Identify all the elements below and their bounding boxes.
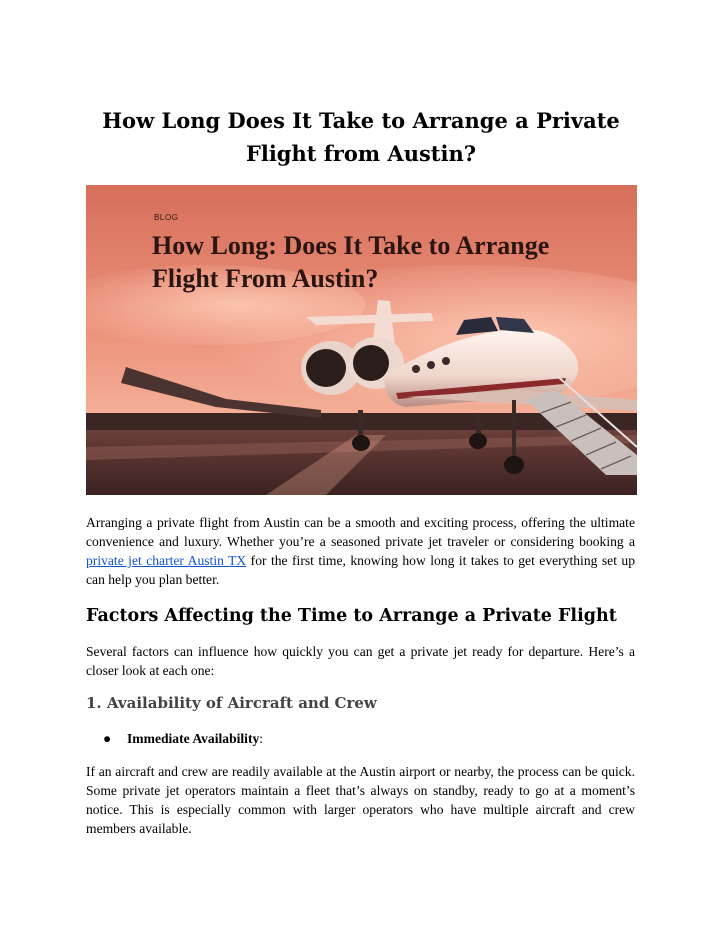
availability-paragraph: If an aircraft and crew are readily available at the Austin airport or nearby, the process can be quick. Some private jet operators maintain a fleet that’s always on standby, ready to go at a moment’s notice. This is especially common with larger operators who have multiple aircraft and crew members available. (86, 764, 635, 836)
bullet-suffix: : (259, 731, 264, 746)
private-jet-charter-link[interactable]: private jet charter Austin TX (86, 553, 247, 568)
section-heading: Factors Affecting the Time to Arrange a Private Flight (86, 606, 617, 626)
hero-tag: BLOG (154, 213, 179, 222)
subsection-heading: 1. Availability of Aircraft and Crew (86, 694, 377, 712)
intro-paragraph (86, 513, 635, 589)
intro-text-end: for the first time, knowing how long it takes to get everything set up can help you plan better. (86, 553, 636, 587)
section-intro-paragraph: Several factors can influence how quickly you can get a private jet ready for departure. Here’s a closer look at each one: (86, 644, 635, 678)
bullet-label: Immediate Availability (127, 731, 260, 746)
intro-text-start: Arranging a private flight from Austin can be a smooth and exciting process, offering the ultimate convenience and luxury. Whether you’re a seasoned private jet traveler or considering booking a (86, 515, 635, 549)
hero-image (86, 185, 637, 495)
bullet-item (103, 729, 263, 748)
hero-heading: How Long: Does It Take to Arrange Flight From Austin? (152, 231, 550, 293)
page-title: How Long Does It Take to Arrange a Private Flight from Austin? (102, 108, 620, 166)
bullet-marker: ● (103, 731, 112, 746)
